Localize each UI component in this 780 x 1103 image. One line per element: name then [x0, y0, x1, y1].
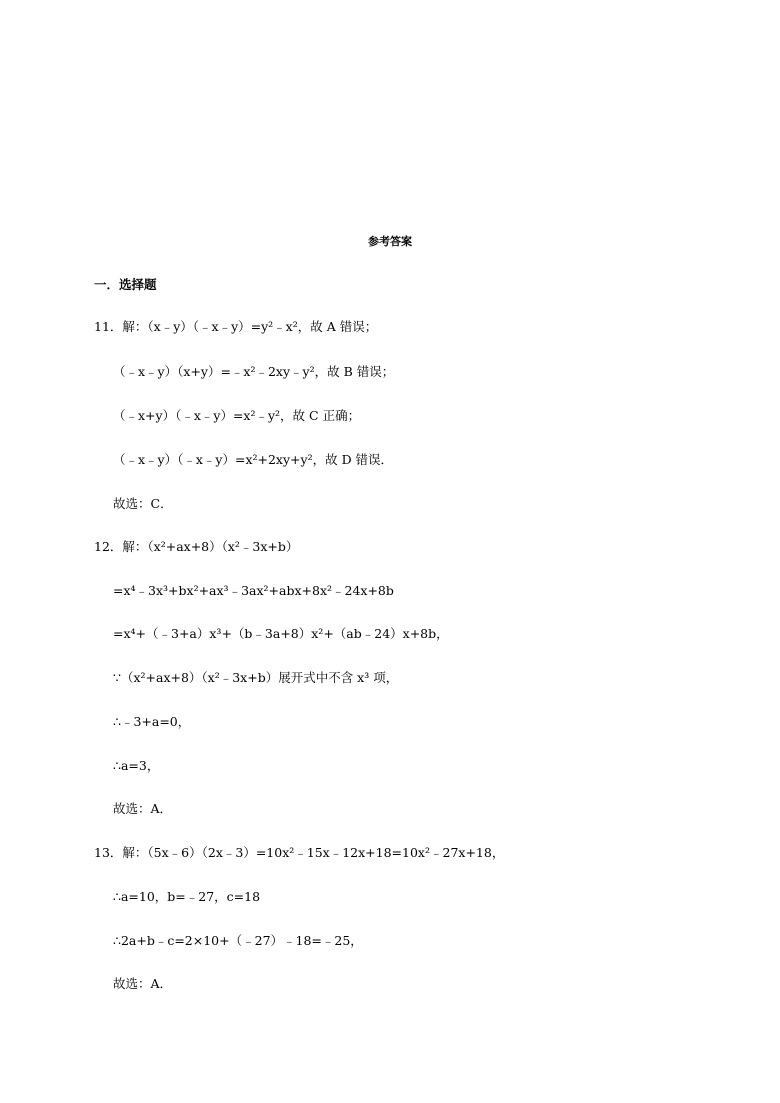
answer-line: （﹣x﹣y）（﹣x﹣y）=x²+2xy+y²，故 D 错误． — [113, 452, 394, 467]
page-title: 参考答案 — [368, 235, 412, 248]
answer-line: ∴a=3， — [113, 758, 160, 773]
answer-line: ∴2a+b﹣c=2×10+（﹣27）﹣18=﹣25， — [113, 933, 363, 948]
answer-line: 13．解：（5x﹣6）（2x﹣3）=10x²﹣15x﹣12x+18=10x²﹣27x+18， — [94, 845, 505, 860]
answer-line: 11．解：（x﹣y）（﹣x﹣y）=y²﹣x²，故 A 错误； — [94, 319, 378, 334]
answer-line: 故选：C． — [113, 496, 173, 511]
answer-line: ∵（x²+ax+8）（x²﹣3x+b）展开式中不含 x³ 项， — [113, 670, 399, 685]
answer-line: （﹣x+y）（﹣x﹣y）=x²﹣y²，故 C 正确； — [113, 408, 361, 423]
answer-line: 故选：A． — [113, 801, 173, 816]
answer-line: =x⁴﹣3x³+bx²+ax³﹣3ax²+abx+8x²﹣24x+8b — [113, 583, 394, 598]
answer-line: ∴﹣3+a=0， — [113, 714, 191, 729]
answer-line: 12．解：（x²+ax+8）（x²﹣3x+b） — [94, 539, 299, 554]
answer-line: 故选：A． — [113, 976, 173, 991]
answer-line: （﹣x﹣y）（x+y）=﹣x²﹣2xy﹣y²，故 B 错误； — [113, 364, 395, 379]
answer-line: ∴a=10，b=﹣27，c=18 — [113, 889, 261, 904]
section-heading: 一．选择题 — [94, 277, 157, 292]
answer-line: =x⁴+（﹣3+a）x³+（b﹣3a+8）x²+（ab﹣24）x+8b， — [113, 626, 449, 641]
